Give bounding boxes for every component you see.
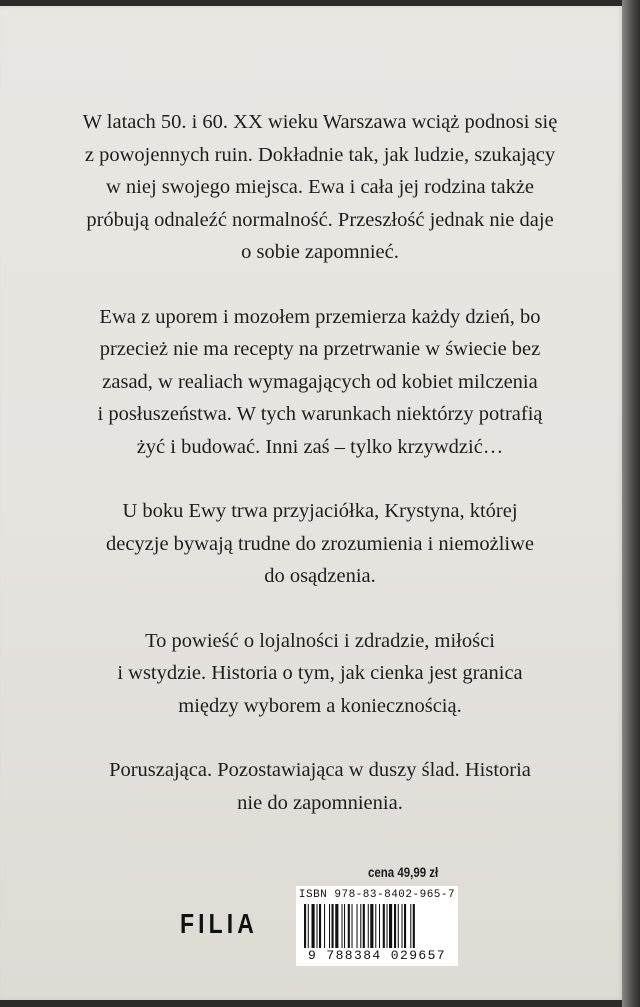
blurb-line: z powojennych ruin. Dokładnie tak, jak ludzie, szukający	[84, 143, 556, 166]
blurb-line: próbują odnaleźć normalność. Przeszłość jednak nie daje	[86, 208, 554, 231]
barcode-bar	[389, 904, 392, 948]
barcode-bar	[344, 904, 345, 948]
blurb-line: i posłuszeństwa. W tych warunkach niektórzy potrafią	[97, 403, 543, 425]
isbn-barcode	[296, 886, 458, 966]
barcode-bar	[352, 904, 353, 948]
barcode-bar	[304, 904, 306, 948]
barcode-bar	[398, 904, 399, 948]
barcode-bar	[363, 904, 365, 948]
blurb-line: między wyborem a koniecznością.	[178, 694, 462, 717]
barcode-bar	[360, 904, 361, 948]
page-edge	[622, 0, 640, 1007]
ean-digits: 9 788384 029657	[307, 948, 447, 963]
barcode-bar	[379, 904, 380, 948]
blurb-paragraph	[32, 106, 608, 269]
barcode-bar	[335, 904, 338, 948]
blurb-line: To powieść o lojalności i zdradzie, miłości	[145, 629, 495, 652]
blurb-line: U boku Ewy trwa przyjaciółka, Krystyna, której	[122, 500, 518, 522]
price-label: cena 49,99 zł	[368, 864, 439, 880]
barcode-bar	[342, 904, 343, 948]
blurb-paragraph	[32, 625, 608, 723]
isbn-label: ISBN 978-83-8402-965-7	[298, 889, 456, 901]
blurb-line: Ewa z uporem i mozołem przemierza każdy dzień, bo	[99, 305, 541, 328]
blurb-line: o sobie zapomnieć.	[241, 241, 399, 263]
publisher-logo: FILIA	[180, 908, 258, 939]
barcode-bar	[308, 904, 309, 948]
barcode-bar	[368, 904, 369, 948]
blurb-paragraph	[32, 495, 608, 593]
barcode-bar	[387, 904, 388, 948]
back-cover	[0, 6, 622, 1000]
barcode-bar	[375, 904, 376, 948]
blurb-line: do osądzenia.	[264, 565, 376, 587]
blurb-text	[32, 106, 608, 851]
barcode-bar	[329, 904, 330, 948]
blurb-line: Poruszająca. Pozostawiająca w duszy ślad. Historia	[109, 759, 531, 781]
barcode-bars	[302, 904, 452, 948]
blurb-line: żyć i budować. Inni zaś – tylko krzywdzić…	[136, 435, 504, 458]
blurb-line: przecież nie ma recepty na przetrwanie w świecie bez	[99, 338, 541, 360]
barcode-bar	[312, 904, 315, 948]
blurb-paragraph	[32, 301, 608, 464]
blurb-line: i wstydzie. Historia o tym, jak cienka jest granica	[117, 662, 523, 684]
blurb-line: nie do zapomnienia.	[237, 791, 403, 814]
barcode-bar	[332, 904, 334, 948]
barcode-bar	[348, 904, 350, 948]
barcode-bar	[383, 904, 385, 948]
barcode-bar	[357, 904, 358, 948]
blurb-paragraph	[32, 754, 608, 819]
barcode-bar	[370, 904, 373, 948]
barcode-bar	[324, 904, 325, 948]
blurb-line: zasad, w realiach wymagających od kobiet milczenia	[102, 370, 538, 393]
blurb-line: decyzje bywają trudne do zrozumienia i niemożliwe	[105, 532, 535, 555]
blurb-line: w niej swojego miejsca. Ewa i cała jej rodzina także	[105, 176, 535, 198]
barcode-bar	[394, 904, 396, 948]
barcode-bar	[317, 904, 318, 948]
barcode-bar	[319, 904, 321, 948]
barcode-bar	[402, 904, 403, 948]
barcode-bar	[410, 904, 411, 948]
barcode-bar	[404, 904, 406, 948]
blurb-line: W latach 50. i 60. XX wieku Warszawa wciąż podnosi się	[82, 111, 558, 133]
barcode-bar	[413, 904, 415, 948]
